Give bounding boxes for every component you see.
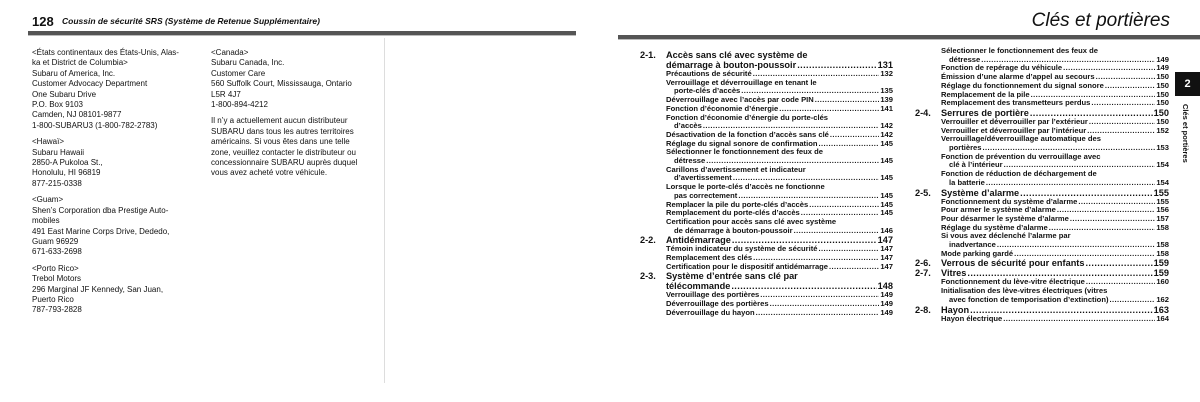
toc-page-number: 150 (1156, 80, 1169, 90)
address-line: <Hawaï> (32, 137, 65, 147)
address-line: Subaru of America, Inc. (32, 68, 116, 78)
toc-section[interactable] (915, 258, 1169, 269)
toc-page-number: 163 (1153, 304, 1169, 315)
toc-entry[interactable] (666, 79, 893, 96)
toc-entry[interactable] (666, 166, 893, 183)
toc-entry-label: la batterie (949, 177, 985, 187)
toc-entry-label: porte-clés d’accès (674, 86, 741, 96)
toc-page-number: 149 (1156, 54, 1169, 64)
address-column-2 (211, 48, 377, 185)
toc-page-number: 147 (877, 235, 893, 246)
toc-page-number: 162 (1156, 294, 1169, 304)
toc-page-number: 146 (880, 225, 893, 235)
toc-entry-label: pas correctement (674, 190, 738, 200)
address-line: 877-215-0338 (32, 178, 82, 188)
toc-leader-dots (1003, 315, 1155, 324)
toc-page-number: 150 (1156, 116, 1169, 126)
toc-entry[interactable] (666, 218, 893, 235)
address-line: 1-800-SUBARU3 (1-800-782-2783) (32, 120, 158, 130)
toc-entry-label: Sélectionner le fonctionnement des feux de (941, 46, 1098, 55)
address-line: 491 East Marine Corps Drive, Dededo, (32, 226, 170, 236)
address-line: Subaru Hawaii (32, 147, 85, 157)
toc-entry-label: Verrouiller et déverrouiller par l’extérieur (941, 116, 1088, 126)
toc-section-number: 2-8. (915, 304, 931, 315)
toc-page-number: 154 (1156, 160, 1169, 170)
toc-leader-dots (770, 300, 880, 309)
toc-entry-label: démarrage à bouton-poussoir (666, 60, 797, 70)
toc-entry-label: Réglage du fonctionnement du signal sonore (941, 80, 1104, 90)
toc-entry-label: Carillons d’avertissement et indicateur (666, 164, 806, 174)
address-block (32, 48, 200, 131)
address-line: ka et District de Columbia> (32, 58, 128, 68)
toc-entry[interactable] (666, 114, 893, 131)
toc-entry-label: Fonction de repérage du véhicule (941, 63, 1063, 73)
address-line: vous avez acheté votre véhicule. (211, 168, 328, 178)
toc-entry-label: Verrous de sécurité pour enfants (941, 258, 1085, 269)
toc-entry-label: détresse (674, 156, 706, 166)
toc-entry-label: avec fonction de temporisation d’extinction) (949, 294, 1109, 304)
toc-entry-label: Pour désarmer le système d’alarme (941, 213, 1069, 223)
toc-entry-label: Remplacement des transmetteurs perdus (941, 98, 1091, 108)
chapter-side-label: Clés et portières (1181, 104, 1190, 163)
address-line: Honolulu, HI 96819 (32, 168, 101, 178)
address-line: <Guam> (32, 195, 64, 205)
toc-entry-label: Pour armer le système d’alarme (941, 205, 1056, 215)
toc-entry-label: inadvertance (949, 240, 996, 250)
toc-entry-label: Verrouillage des portières (666, 290, 760, 300)
toc-page-number: 147 (880, 261, 893, 271)
address-line: Trebol Motors (32, 274, 82, 284)
toc-entry-label: Serrures de portière (941, 107, 1029, 118)
toc-entry-label: Verrouiller et déverrouiller par l’intérieur (941, 125, 1087, 135)
toc-page-number: 145 (880, 199, 893, 209)
toc-leader-dots (756, 309, 880, 318)
toc-entry-label: Émission d’une alarme d’appel au secours (941, 72, 1095, 82)
page-gutter-divider (384, 38, 385, 383)
toc-page-number: 159 (1153, 258, 1169, 269)
toc-section[interactable] (640, 50, 893, 70)
toc-entry-label: Verrouillage et déverrouillage en tenant le (666, 77, 817, 87)
toc-leader-dots (986, 179, 1155, 188)
toc-entry[interactable] (941, 47, 1169, 64)
toc-entry-label: Lorsque le porte-clés d’accès ne fonctionne (666, 182, 825, 192)
address-line: One Subaru Drive (32, 89, 97, 99)
address-line: L5R 4J7 (211, 89, 241, 99)
toc-entry[interactable] (666, 263, 893, 272)
toc-column-2 (915, 46, 1169, 323)
toc-entry-label: Initialisation des lève-vitres électriques (vitres (941, 286, 1108, 296)
toc-entry-label: Remplacement des clés (666, 253, 753, 263)
toc-entry[interactable] (941, 170, 1169, 187)
address-line: Customer Advocacy Department (32, 79, 148, 89)
toc-entry[interactable] (941, 250, 1169, 259)
address-line: <Canada> (211, 48, 249, 57)
address-line: 787-793-2828 (32, 305, 82, 315)
toc-page-number: 145 (880, 173, 893, 183)
toc-page-number: 152 (1156, 125, 1169, 135)
toc-leader-dots (760, 291, 879, 300)
toc-entry-label: Désactivation de la fonction d’accès sans clé (666, 129, 829, 139)
chapter-tab[interactable]: 2 (1175, 72, 1200, 96)
address-line: 560 Suffolk Court, Mississauga, Ontario (211, 79, 352, 89)
toc-page-number: 147 (880, 253, 893, 263)
toc-entry-label: d’avertissement (674, 173, 732, 183)
toc-page-number: 145 (880, 138, 893, 148)
toc-page-number: 149 (1156, 63, 1169, 73)
header-rule-thin (618, 39, 1200, 40)
toc-page-number: 145 (880, 190, 893, 200)
toc-entry-label: Vitres (941, 268, 967, 279)
toc-leader-dots (830, 131, 879, 140)
toc-section-number: 2-1. (640, 50, 656, 60)
toc-entry-label: Remplacement de la pile (941, 89, 1030, 99)
address-block (32, 195, 200, 257)
address-line: Subaru Canada, Inc. (211, 58, 285, 68)
toc-entry[interactable] (941, 135, 1169, 152)
toc-page-number: 160 (1156, 277, 1169, 287)
address-line: SUBARU dans tous les autres territoires (211, 126, 354, 136)
toc-leader-dots (794, 227, 880, 236)
toc-page-number: 139 (880, 95, 893, 105)
toc-leader-dots (829, 263, 879, 272)
toc-page-number: 150 (1156, 98, 1169, 108)
toc-entry-label: Témoin indicateur du système de sécurité (666, 244, 818, 254)
toc-entry-label: Mode parking gardé (941, 248, 1014, 258)
toc-leader-dots (815, 96, 880, 105)
address-line: Puerto Rico (32, 294, 74, 304)
address-line: P.O. Box 9103 (32, 100, 83, 110)
toc-entry[interactable] (666, 148, 893, 165)
address-line: Guam 96929 (32, 236, 79, 246)
address-line: 1-800-894-4212 (211, 100, 268, 110)
toc-entry-label: Déverrouillage avec l’accès par code PIN (666, 95, 814, 105)
toc-section-number: 2-7. (915, 268, 931, 279)
toc-entry-label: Si vous avez déclenché l’alarme par (941, 231, 1071, 241)
chapter-title: Clés et portières (1031, 10, 1170, 31)
toc-entry-label: d’accès (674, 121, 702, 131)
toc-page-number: 155 (1153, 187, 1169, 198)
address-line: Camden, NJ 08101-9877 (32, 110, 122, 120)
toc-entry-label: Antidémarrage (666, 235, 731, 246)
toc-page-number: 154 (1156, 177, 1169, 187)
toc-entry-label: Hayon (941, 304, 970, 315)
toc-leader-dots (819, 245, 880, 254)
toc-entry-label: Remplacement du porte-clés d’accès (666, 208, 800, 218)
address-line: <États continentaux des États-Unis, Alas- (32, 48, 179, 57)
toc-entry-label: de démarrage à bouton-poussoir (674, 225, 793, 235)
address-block (32, 137, 200, 189)
toc-entry-label: Certification pour le dispositif antidémarrage (666, 261, 829, 271)
address-column-1 (32, 48, 200, 322)
toc-entry-label: Système d’alarme (941, 187, 1020, 198)
toc-entry-label: Verrouillage/déverrouillage automatique des (941, 134, 1101, 144)
toc-entry-label: Précautions de sécurité (666, 69, 752, 78)
toc-column-1 (640, 50, 893, 318)
address-block (211, 48, 377, 110)
toc-entry[interactable] (941, 99, 1169, 108)
toc-leader-dots (1014, 250, 1155, 259)
toc-section-number: 2-3. (640, 271, 656, 282)
toc-entry-label: télécommande (666, 281, 731, 292)
toc-entry-label: Fonction d’économie d’énergie du porte-clés (666, 112, 829, 122)
toc-entry-label: Certification pour accès sans clé avec système (666, 216, 837, 226)
toc-entry-label: clé à l’intérieur (949, 160, 1003, 170)
toc-entry-label: Accès sans clé avec système de (666, 50, 808, 60)
toc-entry-label: Fonctionnement du système d’alarme (941, 196, 1078, 206)
toc-page-number: 135 (880, 86, 893, 96)
address-line: 2850-A Pukoloa St., (32, 158, 103, 168)
toc-entry-label: portières (949, 143, 982, 153)
toc-page-number: 142 (880, 121, 893, 131)
toc-leader-dots (1105, 82, 1155, 91)
toc-entry-label: détresse (949, 54, 981, 64)
toc-entry-label: Fonction de prévention du verrouillage avec (941, 151, 1101, 161)
address-line: mobiles (32, 216, 60, 226)
toc-entry[interactable] (666, 183, 893, 200)
toc-page-number: 158 (1156, 248, 1169, 258)
toc-page-number: 132 (880, 69, 893, 78)
toc-page-number: 149 (880, 299, 893, 309)
address-line: américains. Si vous êtes dans une telle (211, 137, 350, 147)
toc-page-number: 141 (880, 103, 893, 113)
toc-leader-dots (997, 241, 1155, 250)
running-title: Coussin de sécurité SRS (Système de Retenue Supplémentaire) (62, 16, 320, 26)
toc-page-number: 149 (880, 307, 893, 317)
toc-page-number: 147 (880, 244, 893, 254)
toc-page-number: 150 (1156, 89, 1169, 99)
toc-section-number: 2-6. (915, 258, 931, 269)
address-block (211, 116, 377, 178)
toc-entry[interactable] (941, 232, 1169, 249)
toc-page-number: 153 (1156, 143, 1169, 153)
page-number: 128 (32, 14, 54, 29)
address-line: Customer Care (211, 68, 266, 78)
toc-page-number: 159 (1153, 268, 1169, 279)
toc-section-number: 2-4. (915, 107, 931, 118)
toc-leader-dots (1070, 215, 1155, 224)
address-block (32, 264, 200, 316)
address-line: <Porto Rico> (32, 263, 79, 273)
toc-entry-label: Déverrouillage des portières (666, 299, 769, 309)
address-line: 671-633-2698 (32, 247, 82, 257)
toc-entry-label: Remplacer la pile du porte-clés d’accès (666, 199, 809, 209)
toc-entry-label: Fonction d’économie d’énergie (666, 103, 779, 113)
address-line: 296 Marginal JF Kennedy, San Juan, (32, 284, 164, 294)
toc-entry[interactable] (666, 309, 893, 318)
toc-section-number: 2-5. (915, 187, 931, 198)
address-line: Il n’y a actuellement aucun distributeur (211, 116, 348, 126)
toc-entry-label: Système d’entrée sans clé par (666, 271, 798, 282)
toc-page-number: 158 (1156, 240, 1169, 250)
toc-page-number: 158 (1156, 222, 1169, 232)
toc-page-number: 156 (1156, 205, 1169, 215)
toc-entry-label: Réglage du système d’alarme (941, 222, 1048, 232)
toc-entry-label: Déverrouillage du hayon (666, 307, 755, 317)
toc-page-number: 148 (877, 281, 893, 292)
toc-entry-label: Fonctionnement du lève-vitre électrique (941, 277, 1085, 287)
toc-page-number: 142 (880, 129, 893, 139)
toc-entry[interactable] (941, 153, 1169, 170)
toc-leader-dots (1096, 73, 1156, 82)
toc-entry-label: Fonction de réduction de déchargement de (941, 169, 1097, 179)
toc-leader-dots (1057, 206, 1156, 215)
toc-leader-dots (818, 140, 879, 149)
address-line: zone, veuillez contacter le distributeur ou (211, 147, 356, 157)
toc-leader-dots (1091, 99, 1155, 108)
toc-leader-dots (1110, 296, 1156, 305)
address-line: Shen’s Corporation dba Prestige Auto- (32, 205, 169, 215)
toc-page-number: 131 (877, 60, 893, 70)
toc-section[interactable] (640, 271, 893, 292)
toc-leader-dots (1078, 198, 1155, 207)
toc-leader-dots (1089, 118, 1155, 127)
toc-entry-label: Réglage du signal sonore de confirmation (666, 138, 818, 148)
toc-page-number: 149 (880, 290, 893, 300)
toc-leader-dots (809, 201, 879, 210)
toc-page-number: 155 (1156, 196, 1169, 206)
toc-page-number: 164 (1156, 313, 1169, 323)
address-line: concessionnaire SUBARU auprès duquel (211, 158, 358, 168)
toc-entry-label: Hayon électrique (941, 313, 1003, 323)
toc-page-number: 145 (880, 156, 893, 166)
toc-page-number: 150 (1153, 107, 1169, 118)
toc-leader-dots (797, 60, 876, 70)
toc-leader-dots (1085, 258, 1152, 268)
toc-entry[interactable] (941, 315, 1169, 324)
toc-page-number: 150 (1156, 72, 1169, 82)
header-rule-thin (28, 35, 576, 36)
toc-entry[interactable] (941, 287, 1169, 304)
toc-page-number: 145 (880, 208, 893, 218)
toc-section-number: 2-2. (640, 235, 656, 246)
toc-entry-label: Sélectionner le fonctionnement des feux de (666, 147, 823, 157)
toc-page-number: 157 (1156, 213, 1169, 223)
